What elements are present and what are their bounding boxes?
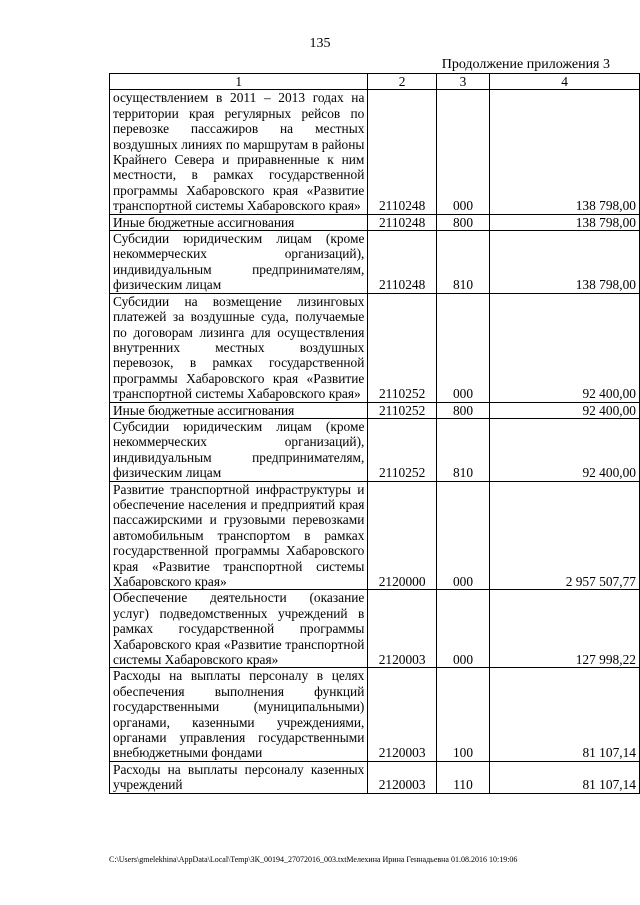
table-row xyxy=(110,668,640,761)
table-row xyxy=(110,418,640,481)
row-amount: 138 798,00 xyxy=(490,231,640,294)
header-cell-amount: 4 xyxy=(490,74,640,90)
row-code: 2110252 xyxy=(368,293,436,402)
row-code: 2120003 xyxy=(368,668,436,761)
table-row xyxy=(110,231,640,294)
row-type: 810 xyxy=(436,231,489,294)
row-type: 000 xyxy=(436,481,489,590)
row-code: 2110252 xyxy=(368,402,436,418)
table-row xyxy=(110,402,640,418)
row-name: Развитие транспортной инфраструктуры и обеспечение населения и предприятий края пассажирскими и грузовыми перевозками автомобильным транспортом в рамках государственной программы Хабаровского края «Развитие транспортной системы Хабаровского края» xyxy=(110,481,368,590)
row-name: Субсидии на возмещение лизинговых платежей за воздушные суда, получаемые по договорам лизинга для осуществления внутренних местных воздушных перевозок, в рамках государственной программы Хабаровского края «Развитие транспортной системы Хабаровского края» xyxy=(110,293,368,402)
table-row xyxy=(110,90,640,214)
table-row xyxy=(110,293,640,402)
row-amount: 138 798,00 xyxy=(490,214,640,230)
row-type: 810 xyxy=(436,418,489,481)
row-name: осуществлением в 2011 – 2013 годах на территории края регулярных рейсов по перевозке пассажиров на местных воздушных линиях по маршрутам в районы Крайнего Севера и приравненные к ним местности, в рамках государственной программы Хабаровского края «Развитие транспортной системы Хабаровского края» xyxy=(110,90,368,214)
header-cell-code: 2 xyxy=(368,74,436,90)
row-amount: 2 957 507,77 xyxy=(490,481,640,590)
row-amount: 127 998,22 xyxy=(490,590,640,668)
header-cell-type: 3 xyxy=(436,74,489,90)
row-code: 2120003 xyxy=(368,590,436,668)
row-code: 2110248 xyxy=(368,231,436,294)
row-type: 100 xyxy=(436,668,489,761)
row-type: 000 xyxy=(436,590,489,668)
row-name: Иные бюджетные ассигнования xyxy=(110,402,368,418)
table-row xyxy=(110,481,640,590)
row-code: 2110248 xyxy=(368,214,436,230)
row-name: Расходы на выплаты персоналу казенных учреждений xyxy=(110,761,368,793)
row-name: Обеспечение деятельности (оказание услуг) подведомственных учреждений в рамках государственной программы Хабаровского края «Развитие транспортной системы Хабаровского края» xyxy=(110,590,368,668)
row-amount: 92 400,00 xyxy=(490,293,640,402)
row-amount: 92 400,00 xyxy=(490,402,640,418)
row-amount: 92 400,00 xyxy=(490,418,640,481)
row-amount: 81 107,14 xyxy=(490,761,640,793)
continuation-label: Продолжение приложения 3 xyxy=(441,57,610,72)
row-code: 2110248 xyxy=(368,90,436,214)
header-row xyxy=(110,74,640,90)
row-amount: 81 107,14 xyxy=(490,668,640,761)
footer-file-path: C:\Users\gmelekhina\AppData\Local\Temp\ЗК_00194_27072016_003.txtМелехина Ирина Геннадьевна 01.08.2016 10:19:06 xyxy=(109,855,518,864)
header-cell-name: 1 xyxy=(110,74,368,90)
row-name: Субсидии юридическим лицам (кроме некоммерческих организаций), индивидуальным предпринимателям, физическим лицам xyxy=(110,231,368,294)
row-code: 2110252 xyxy=(368,418,436,481)
row-code: 2120003 xyxy=(368,761,436,793)
row-name: Расходы на выплаты персоналу в целях обеспечения выполнения функций государственными (муниципальными) органами, казенными учреждениями, органами управления государственными внебюджетными фондами xyxy=(110,668,368,761)
table-row xyxy=(110,214,640,230)
budget-table xyxy=(109,73,640,794)
row-type: 000 xyxy=(436,293,489,402)
row-type: 000 xyxy=(436,90,489,214)
row-type: 800 xyxy=(436,214,489,230)
row-name: Иные бюджетные ассигнования xyxy=(110,214,368,230)
table-row xyxy=(110,590,640,668)
row-type: 110 xyxy=(436,761,489,793)
row-amount: 138 798,00 xyxy=(490,90,640,214)
row-code: 2120000 xyxy=(368,481,436,590)
row-type: 800 xyxy=(436,402,489,418)
table-row xyxy=(110,761,640,793)
row-name: Субсидии юридическим лицам (кроме некоммерческих организаций), индивидуальным предпринимателям, физическим лицам xyxy=(110,418,368,481)
page-number: 135 xyxy=(309,36,331,51)
